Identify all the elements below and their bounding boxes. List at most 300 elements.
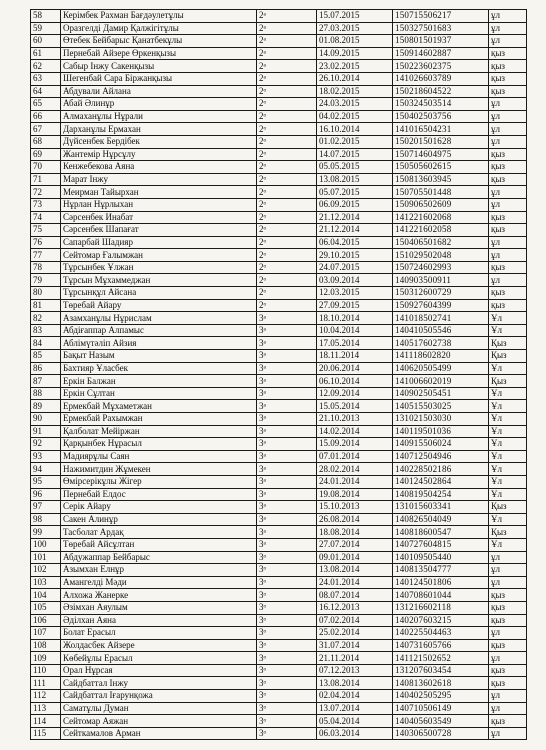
row-number: 83 [31,324,61,337]
row-number: 85 [31,350,61,363]
student-name: Абай Әлинұр [61,98,257,111]
row-number: 58 [31,10,61,23]
gender: қыз [489,85,527,98]
row-number: 110 [31,664,61,677]
table-row [31,299,527,312]
class-grade: 3ᵒ [257,690,317,703]
table-row [31,463,527,476]
gender: қыз [489,148,527,161]
iin-number: 150927604399 [393,299,489,312]
student-name: Еркін Сұлтан [61,387,257,400]
student-name: Азымхан Елнұр [61,564,257,577]
student-name: Ермекбай Рахымжан [61,413,257,426]
student-name: Тасболат Ардақ [61,526,257,539]
birth-date: 06.04.2015 [317,236,393,249]
table-row [31,564,527,577]
row-number: 93 [31,450,61,463]
table-body [31,10,527,740]
row-number: 109 [31,652,61,665]
birth-date: 15.10.2013 [317,501,393,514]
student-name: Азамханұлы Нұрислам [61,312,257,325]
row-number: 69 [31,148,61,161]
birth-date: 14.07.2015 [317,148,393,161]
table-row [31,627,527,640]
iin-number: 131216602118 [393,601,489,614]
iin-number: 131015603341 [393,501,489,514]
student-name: Абдіғаппар Алпамыс [61,324,257,337]
class-grade: 3ᵒ [257,652,317,665]
row-number: 76 [31,236,61,249]
table-row [31,135,527,148]
table-row [31,702,527,715]
student-name: Оразгелді Дамир Қалжігітұлы [61,22,257,35]
student-name: Сейтомар Аяжан [61,715,257,728]
student-name: Сәрсенбек Инабат [61,211,257,224]
table-row [31,98,527,111]
student-name: Тұрсын Мұхаммеджан [61,274,257,287]
student-name: Өмірсерікұлы Жігер [61,475,257,488]
birth-date: 05.07.2015 [317,186,393,199]
student-name: Аблімүтәліп Айзия [61,337,257,350]
iin-number: 150715506217 [393,10,489,23]
class-grade: 3ᵃ [257,324,317,337]
gender: Ұл [489,488,527,501]
row-number: 79 [31,274,61,287]
table-row [31,690,527,703]
table-row [31,249,527,262]
gender: Қыз [489,375,527,388]
birth-date: 24.01.2014 [317,576,393,589]
class-grade: 2ᵒ [257,224,317,237]
birth-date: 18.08.2014 [317,526,393,539]
gender: қыз [489,173,527,186]
row-number: 68 [31,135,61,148]
gender: ұл [489,98,527,111]
gender: ұл [489,564,527,577]
gender: ұл [489,198,527,211]
gender: ұл [489,274,527,287]
student-name: Тұрсынбек Ұлжан [61,261,257,274]
birth-date: 13.08.2014 [317,564,393,577]
iin-number: 141016504231 [393,123,489,136]
student-name: Нажимитдин Жұмекен [61,463,257,476]
student-name: Болат Ерасыл [61,627,257,640]
class-grade: 3ᵃ [257,450,317,463]
gender: қыз [489,60,527,73]
row-number: 113 [31,702,61,715]
iin-number: 140708601044 [393,589,489,602]
iin-number: 150505602615 [393,161,489,174]
row-number: 89 [31,400,61,413]
class-grade: 2ᵒ [257,198,317,211]
student-name: Кенжебекова Аяна [61,161,257,174]
student-name: Өтебек Бейбарыс Қанатбекұлы [61,35,257,48]
iin-number: 140915506024 [393,438,489,451]
table-row [31,110,527,123]
birth-date: 17.05.2014 [317,337,393,350]
class-grade: 2ᵃ [257,22,317,35]
student-name: Орал Нұрсая [61,664,257,677]
row-number: 87 [31,375,61,388]
class-grade: 3ᵃ [257,438,317,451]
table-row [31,715,527,728]
iin-number: 140727604815 [393,538,489,551]
student-name: Дүйсенбек Бердібек [61,135,257,148]
row-number: 90 [31,413,61,426]
gender: ұл [489,123,527,136]
row-number: 64 [31,85,61,98]
student-name: Әзімхан Аяулым [61,601,257,614]
iin-number: 140515503025 [393,400,489,413]
gender: қыз [489,639,527,652]
gender: Ұл [489,475,527,488]
row-number: 84 [31,337,61,350]
iin-number: 140517602738 [393,337,489,350]
student-name: Нұрлан Нұрлыхан [61,198,257,211]
student-name: Төребай Айсұлтан [61,538,257,551]
row-number: 114 [31,715,61,728]
gender: қыз [489,224,527,237]
student-name: Сапарбай Шадияр [61,236,257,249]
birth-date: 02.04.2014 [317,690,393,703]
gender: ұл [489,249,527,262]
row-number: 106 [31,614,61,627]
row-number: 94 [31,463,61,476]
gender: қыз [489,161,527,174]
class-grade: 3ᵃ [257,413,317,426]
table-row [31,274,527,287]
birth-date: 07.12.2013 [317,664,393,677]
birth-date: 19.08.2014 [317,488,393,501]
row-number: 73 [31,198,61,211]
row-number: 59 [31,22,61,35]
student-name: Жолдасбек Айзере [61,639,257,652]
iin-number: 140903500911 [393,274,489,287]
iin-number: 140124501806 [393,576,489,589]
gender: Ұл [489,362,527,375]
birth-date: 14.02.2014 [317,425,393,438]
class-grade: 3ᵒ [257,564,317,577]
student-name: Бақыт Назым [61,350,257,363]
student-name: Қалболат Мейіржан [61,425,257,438]
iin-number: 141018502741 [393,312,489,325]
birth-date: 04.02.2015 [317,110,393,123]
table-row [31,72,527,85]
class-grade: 3ᵒ [257,639,317,652]
table-row [31,488,527,501]
gender: Ұл [489,324,527,337]
class-grade: 2ᵃ [257,72,317,85]
student-name: Дарханұлы Ермахан [61,123,257,136]
table-row [31,198,527,211]
gender: Ұл [489,312,527,325]
table-row [31,538,527,551]
iin-number: 141006602019 [393,375,489,388]
iin-number: 141121502652 [393,652,489,665]
table-row [31,324,527,337]
class-grade: 3ᵃ [257,488,317,501]
student-name: Саматұлы Думан [61,702,257,715]
gender: ұл [489,35,527,48]
table-row [31,526,527,539]
gender: ұл [489,236,527,249]
iin-number: 140902505451 [393,387,489,400]
table-row [31,47,527,60]
iin-number: 150724602993 [393,261,489,274]
gender: қыз [489,614,527,627]
class-grade: 3ᵃ [257,362,317,375]
student-name: Амангелді Мәди [61,576,257,589]
row-number: 104 [31,589,61,602]
student-name: Көбейұлы Ерасыл [61,652,257,665]
class-grade: 2ᵒ [257,274,317,287]
class-grade: 2ᵒ [257,287,317,300]
birth-date: 27.03.2015 [317,22,393,35]
table-row [31,475,527,488]
gender: Ұл [489,387,527,400]
birth-date: 25.02.2014 [317,627,393,640]
gender: ұл [489,702,527,715]
row-number: 100 [31,538,61,551]
student-name: Сабыр Інжу Сакенқызы [61,60,257,73]
student-name: Мадиярұлы Саян [61,450,257,463]
iin-number: 140405603549 [393,715,489,728]
iin-number: 140826504049 [393,513,489,526]
table-row [31,287,527,300]
row-number: 108 [31,639,61,652]
table-row [31,614,527,627]
iin-number: 131207603454 [393,664,489,677]
birth-date: 21.11.2014 [317,652,393,665]
class-grade: 3ᵃ [257,463,317,476]
birth-date: 24.03.2015 [317,98,393,111]
class-grade: 3ᵒ [257,715,317,728]
row-number: 115 [31,727,61,740]
gender: ұл [489,110,527,123]
birth-date: 01.02.2015 [317,135,393,148]
iin-number: 150201501628 [393,135,489,148]
row-number: 78 [31,261,61,274]
table-row [31,513,527,526]
row-number: 65 [31,98,61,111]
row-number: 101 [31,551,61,564]
student-name: Тұрсынқұл Айсана [61,287,257,300]
gender: қыз [489,72,527,85]
class-grade: 2ᵒ [257,173,317,186]
table-row [31,224,527,237]
class-grade: 3ᵒ [257,727,317,740]
gender: қыз [489,287,527,300]
row-number: 103 [31,576,61,589]
table-row [31,312,527,325]
birth-date: 18.10.2014 [317,312,393,325]
birth-date: 27.07.2014 [317,538,393,551]
iin-number: 140620505499 [393,362,489,375]
student-list-table [30,9,527,740]
gender: қыз [489,299,527,312]
table-row [31,123,527,136]
student-name: Пернебай Елдос [61,488,257,501]
table-row [31,35,527,48]
iin-number: 140225504463 [393,627,489,640]
iin-number: 150714604975 [393,148,489,161]
gender: қыз [489,211,527,224]
birth-date: 06.10.2014 [317,375,393,388]
gender: Ұл [489,538,527,551]
gender: ұл [489,10,527,23]
birth-date: 18.11.2014 [317,350,393,363]
table-row [31,236,527,249]
row-number: 67 [31,123,61,136]
table-row [31,211,527,224]
birth-date: 10.04.2014 [317,324,393,337]
birth-date: 06.09.2015 [317,198,393,211]
birth-date: 20.06.2014 [317,362,393,375]
class-grade: 2ᵒ [257,110,317,123]
class-grade: 2ᵒ [257,299,317,312]
table-row [31,450,527,463]
table-row [31,501,527,514]
row-number: 91 [31,425,61,438]
student-name: Сакен Алинұр [61,513,257,526]
class-grade: 2ᵃ [257,10,317,23]
class-grade: 3ᵒ [257,576,317,589]
row-number: 80 [31,287,61,300]
student-name: Марат Інжу [61,173,257,186]
class-grade: 3ᵃ [257,513,317,526]
birth-date: 13.08.2015 [317,173,393,186]
iin-number: 150906502609 [393,198,489,211]
gender: ұл [489,135,527,148]
student-name: Сайдбаттал Інжу [61,677,257,690]
gender: ұл [489,652,527,665]
birth-date: 06.03.2014 [317,727,393,740]
class-grade: 3ᵃ [257,475,317,488]
table-row [31,173,527,186]
class-grade: 3ᵃ [257,350,317,363]
class-grade: 2ᵒ [257,236,317,249]
table-row [31,425,527,438]
class-grade: 2ᵒ [257,148,317,161]
class-grade: 3ᵃ [257,501,317,514]
class-grade: 2ᵒ [257,249,317,262]
student-name: Төребай Айару [61,299,257,312]
row-number: 111 [31,677,61,690]
gender: Ұл [489,463,527,476]
table-row [31,85,527,98]
row-number: 102 [31,564,61,577]
iin-number: 140124502864 [393,475,489,488]
row-number: 71 [31,173,61,186]
gender: ұл [489,627,527,640]
birth-date: 31.07.2014 [317,639,393,652]
table-row [31,400,527,413]
gender: Қыз [489,350,527,363]
gender: Қыз [489,501,527,514]
class-grade: 2ᵃ [257,47,317,60]
birth-date: 26.10.2014 [317,72,393,85]
table-row [31,576,527,589]
iin-number: 140207603215 [393,614,489,627]
table-row [31,350,527,363]
birth-date: 29.10.2015 [317,249,393,262]
table-row [31,652,527,665]
iin-number: 151029502048 [393,249,489,262]
iin-number: 150801501937 [393,35,489,48]
table-row [31,22,527,35]
iin-number: 150402503756 [393,110,489,123]
row-number: 70 [31,161,61,174]
gender: қыз [489,589,527,602]
table-row [31,438,527,451]
student-name: Еркін Балжан [61,375,257,388]
student-name: Ермекбай Мұхаметжан [61,400,257,413]
student-name: Сейтомар Ғалымжан [61,249,257,262]
class-grade: 2ᵒ [257,135,317,148]
gender: ұл [489,186,527,199]
iin-number: 150324503514 [393,98,489,111]
birth-date: 01.08.2015 [317,35,393,48]
birth-date: 18.02.2015 [317,85,393,98]
student-name: Шегенбай Сара Біржанқызы [61,72,257,85]
iin-number: 141118602820 [393,350,489,363]
table-row [31,413,527,426]
row-number: 62 [31,60,61,73]
class-grade: 3ᵃ [257,425,317,438]
birth-date: 13.08.2014 [317,677,393,690]
row-number: 99 [31,526,61,539]
row-number: 60 [31,35,61,48]
class-grade: 3ᵃ [257,337,317,350]
iin-number: 140306500728 [393,727,489,740]
iin-number: 140813504777 [393,564,489,577]
student-name: Алхожа Жанерке [61,589,257,602]
birth-date: 09.01.2014 [317,551,393,564]
class-grade: 2ᵒ [257,261,317,274]
table-row [31,186,527,199]
iin-number: 140819504254 [393,488,489,501]
class-grade: 3ᵒ [257,551,317,564]
iin-number: 140410505546 [393,324,489,337]
class-grade: 3ᵃ [257,312,317,325]
class-grade: 3ᵒ [257,614,317,627]
student-name: Әділхан Аяна [61,614,257,627]
gender: Ұл [489,425,527,438]
student-name: Абдужаппар Бейбарыс [61,551,257,564]
iin-number: 140109505440 [393,551,489,564]
iin-number: 150312600729 [393,287,489,300]
gender: Қыз [489,526,527,539]
birth-date: 24.01.2014 [317,475,393,488]
birth-date: 12.03.2015 [317,287,393,300]
gender: ұл [489,22,527,35]
birth-date: 15.05.2014 [317,400,393,413]
iin-number: 141221602058 [393,224,489,237]
iin-number: 140818600547 [393,526,489,539]
iin-number: 141221602068 [393,211,489,224]
row-number: 92 [31,438,61,451]
student-name: Сәрсенбек Шапағат [61,224,257,237]
class-grade: 2ᵒ [257,123,317,136]
row-number: 95 [31,475,61,488]
class-grade: 3ᵒ [257,601,317,614]
birth-date: 26.08.2014 [317,513,393,526]
row-number: 98 [31,513,61,526]
table-row [31,387,527,400]
table-row [31,664,527,677]
table-row [31,261,527,274]
gender: қыз [489,715,527,728]
